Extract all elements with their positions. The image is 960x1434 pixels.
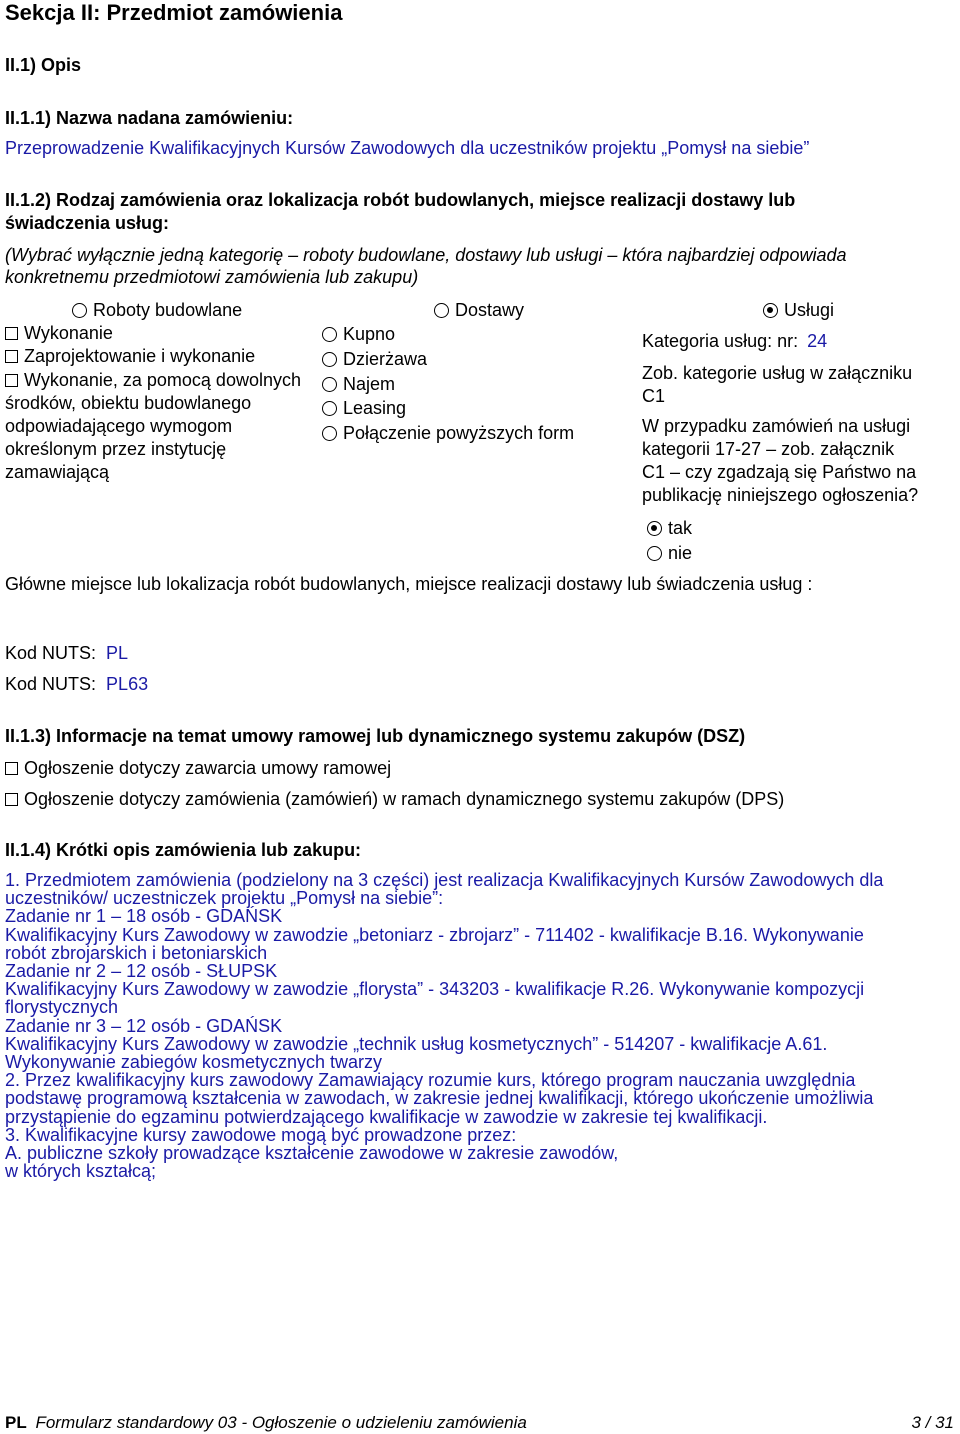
description-line: Zadanie nr 2 – 12 osób - SŁUPSK (5, 961, 278, 982)
description-line: w których kształcą; (5, 1161, 157, 1182)
description-line: florystycznych (5, 997, 119, 1018)
supplies-option-leasing[interactable] (322, 398, 406, 419)
framework-agreement-option[interactable] (5, 758, 391, 779)
supplies-option-label: Połączenie powyższych form (343, 423, 575, 443)
publication-question-line2: kategorii 17-27 – zob. załącznik (642, 439, 895, 459)
works-radio-icon (72, 303, 87, 318)
contract-name: Przeprowadzenie Kwalifikacyjnych Kursów Zawodowych dla uczestników projektu „Pomysł na siebie” (5, 138, 810, 158)
description-line: 2. Przez kwalifikacyjny kurs zawodowy Zamawiający rozumie kurs, którego program nauczania uwzględnia (5, 1070, 856, 1091)
checkbox-icon (5, 327, 18, 340)
nuts-code-row (5, 674, 148, 695)
publication-yes-option[interactable] (647, 518, 692, 539)
description-line: Kwalifikacyjny Kurs Zawodowy w zawodzie „betoniarz - zbrojarz” - 711402 - kwalifikacje B.16. Wykonywanie (5, 924, 864, 945)
checkbox-icon (5, 793, 18, 806)
description-line: podstawę programową kształcenia w zawodach, w zakresie jednej kwalifikacji, którego ukończenie umożliwia (5, 1088, 874, 1109)
supplies-option-lease[interactable] (322, 349, 427, 370)
description-line: 1. Przedmiotem zamówienia (podzielony na 3 części) jest realizacja Kwalifikacyjnych Kursów Zawodowych dla (5, 870, 884, 890)
description-line: robót zbrojarskich i betoniarskich (5, 942, 268, 963)
dps-label: Ogłoszenie dotyczy zamówienia (zamówień) w ramach dynamicznego systemu zakupów (DPS) (24, 789, 785, 809)
instruction-line2: konkretnemu przedmiotowi zamówienia lub zakupu) (5, 267, 419, 287)
short-description (5, 871, 955, 1180)
checkbox-icon (5, 374, 18, 387)
supplies-option-label: Dzierżawa (343, 349, 428, 369)
works-option-continuation: określonym przez instytucję (5, 439, 227, 459)
supplies-option-combination[interactable] (322, 423, 574, 444)
works-type-option[interactable] (72, 300, 242, 321)
radio-icon (322, 377, 337, 392)
works-type-label: Roboty budowlane (93, 300, 243, 320)
works-option-label: Wykonanie, za pomocą dowolnych (24, 370, 301, 390)
footer (5, 1413, 527, 1433)
works-option-any-means[interactable] (5, 370, 301, 391)
description-line: A. publiczne szkoły prowadzące kształcenie zawodowe w zakresie zawodów, (5, 1143, 619, 1164)
footer-form-name: Formularz standardowy 03 - Ogłoszenie o udzieleniu zamówienia (35, 1413, 527, 1432)
location-label: Główne miejsce lub lokalizacja robót budowlanych, miejsce realizacji dostawy lub świadczenia usług : (5, 574, 813, 594)
services-type-label: Usługi (784, 300, 835, 320)
radio-icon (647, 546, 662, 561)
supplies-type-label: Dostawy (455, 300, 525, 320)
description-line: Kwalifikacyjny Kurs Zawodowy w zawodzie „technik usług kosmetycznych” - 514207 - kwalifikacje A.61. (5, 1033, 828, 1054)
publication-question-line4: publikację niniejszego ogłoszenia? (642, 485, 919, 505)
description-line: Kwalifikacyjny Kurs Zawodowy w zawodzie „florysta” - 343203 - kwalifikacje R.26. Wykonywanie kompozycji (5, 979, 865, 1000)
heading-ii-1-1: II.1.1) Nazwa nadana zamówieniu: (5, 108, 294, 128)
heading-ii-1-3: II.1.3) Informacje na temat umowy ramowej lub dynamicznego systemu zakupów (DSZ) (5, 726, 746, 746)
heading-ii-1-2-line2: świadczenia usług: (5, 213, 170, 233)
works-option-label: Zaprojektowanie i wykonanie (24, 346, 256, 366)
nuts-code-label: Kod NUTS: (5, 643, 97, 663)
supplies-radio-icon (434, 303, 449, 318)
nuts-code-value: PL (106, 643, 129, 663)
description-line: przystąpienie do egzaminu potwierdzającego kwalifikacje w zawodzie w zakresie tej kwalifikacji. (5, 1106, 768, 1127)
heading-ii-1-4: II.1.4) Krótki opis zamówienia lub zakupu: (5, 840, 362, 860)
publication-yes-label: tak (668, 518, 693, 538)
services-see-line1: Zob. kategorie usług w załączniku (642, 363, 913, 383)
checkbox-icon (5, 762, 18, 775)
works-option-design-execution[interactable] (5, 346, 255, 367)
supplies-option-purchase[interactable] (322, 324, 395, 345)
works-option-continuation: środków, obiektu budowlanego (5, 393, 252, 413)
publication-no-label: nie (668, 543, 693, 563)
description-line: Zadanie nr 1 – 18 osób - GDAŃSK (5, 906, 283, 927)
works-option-continuation: odpowiadającego wymogom (5, 416, 233, 436)
services-radio-icon (763, 303, 778, 318)
service-category-label: Kategoria usług: nr: (642, 331, 799, 351)
nuts-code-row (5, 643, 128, 664)
services-type-option[interactable] (763, 300, 834, 321)
footer-page-number: 3 / 31 (911, 1413, 954, 1432)
checkbox-icon (5, 350, 18, 363)
dps-option[interactable] (5, 789, 784, 810)
heading-ii-1-2-line1: II.1.2) Rodzaj zamówienia oraz lokalizacja robót budowlanych, miejsce realizacji dostawy lub (5, 190, 796, 210)
works-option-continuation: zamawiającą (5, 462, 110, 482)
supplies-option-label: Najem (343, 374, 396, 394)
publication-question-line3: C1 – czy zgadzają się Państwo na (642, 462, 917, 482)
supplies-option-rental[interactable] (322, 374, 395, 395)
framework-agreement-label: Ogłoszenie dotyczy zawarcia umowy ramowej (24, 758, 392, 778)
service-category (642, 331, 827, 352)
description-line: Zadanie nr 3 – 12 osób - GDAŃSK (5, 1015, 283, 1036)
works-option-label: Wykonanie (24, 323, 113, 343)
radio-icon (322, 426, 337, 441)
services-see-line2: C1 (642, 386, 666, 406)
supplies-option-label: Kupno (343, 324, 396, 344)
heading-ii-1: II.1) Opis (5, 55, 82, 75)
section-title: Sekcja II: Przedmiot zamówienia (5, 0, 343, 25)
radio-icon (322, 401, 337, 416)
instruction-line1: (Wybrać wyłącznie jedną kategorię – roboty budowlane, dostawy lub usługi – która najbardziej odpowiada (5, 245, 847, 265)
supplies-type-option[interactable] (434, 300, 524, 321)
works-option-execution[interactable] (5, 323, 113, 344)
footer-language: PL (5, 1413, 27, 1432)
publication-question-line1: W przypadku zamówień na usługi (642, 416, 911, 436)
description-line: Wykonywanie zabiegów kosmetycznych twarzy (5, 1052, 382, 1073)
service-category-value: 24 (807, 331, 828, 351)
radio-icon (322, 352, 337, 367)
nuts-code-value: PL63 (106, 674, 149, 694)
nuts-code-label: Kod NUTS: (5, 674, 97, 694)
supplies-option-label: Leasing (343, 398, 407, 418)
description-line: 3. Kwalifikacyjne kursy zawodowe mogą być prowadzone przez: (5, 1124, 517, 1145)
description-line: uczestników/ uczestniczek projektu „Pomysł na siebie”: (5, 888, 444, 909)
publication-no-option[interactable] (647, 543, 692, 564)
radio-selected-icon (647, 521, 662, 536)
radio-icon (322, 327, 337, 342)
